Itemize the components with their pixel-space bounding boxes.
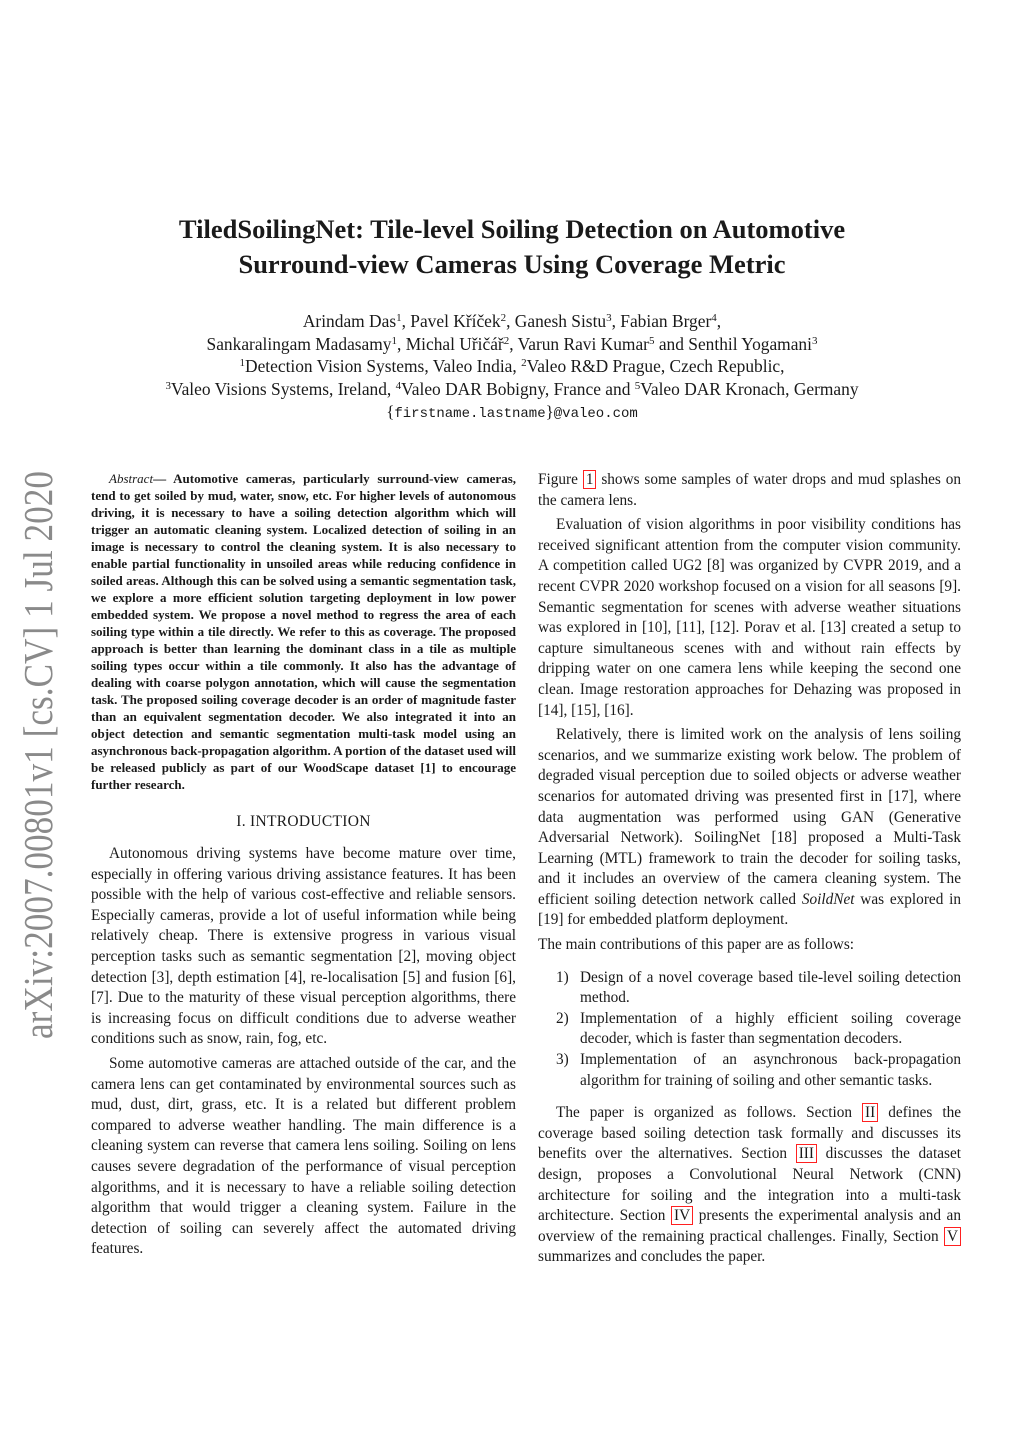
intro-paragraph-1: Autonomous driving systems have become mature over time, especially in offering various driving assistance features. It has been possible with the help of various cost-effective and reliable sensors. Especially cameras, provide a lot of useful information while being relatively cheap. There is extensive progress in various visual perception tasks such as semantic segmentation [2], moving object detection [3], depth estimation [4], re-localisation [5] and fusion [6], [7]. Due to the maturity of these visual perception algorithms, there is increasing focus on difficult conditions due to adverse weather conditions such as snow, rain, fog, etc.	[91, 845, 516, 1048]
list-item: 2) Implementation of a highly efficient soiling coverage decoder, which is faster than segmentation decoders.	[556, 1009, 961, 1048]
author-line-2: Sankaralingam Madasamy$^1$, Michal Uřičář$^2$, Varun Ravi Kumar$^5$ and Senthil Yogamani$^3$	[206, 333, 818, 354]
arxiv-identifier	[6, 470, 66, 1040]
abstract	[91, 470, 516, 793]
contributions-intro: The main contributions of this paper are as follows:	[538, 936, 855, 954]
section-5-link[interactable]: V	[944, 1227, 961, 1246]
paper-title-line-1: TiledSoilingNet: Tile-level Soiling Detection on Automotive	[178, 214, 846, 244]
list-item: 1) Design of a novel coverage based tile-level soiling detection method.	[556, 968, 961, 1007]
section-3-link[interactable]: III	[796, 1144, 817, 1163]
contributions-list	[538, 968, 961, 1092]
left-column	[91, 470, 516, 1264]
author-block	[60, 310, 964, 426]
figure-reference-paragraph: Figure 1 shows some samples of water drops and mud splashes on the camera lens.	[538, 471, 962, 509]
soildnet-term: SoildNet	[801, 890, 855, 908]
paper-organization-paragraph: The paper is organized as follows. Section II defines the coverage based soiling detection task formally and discusses its benefits over the alternatives. Section III discusses the dataset design, proposes a Convolutional Neural Network (CNN) architecture for soiling and the integration into a multi-task architecture. Section IV presents the experimental analysis and an overview of the remaining practical challenges. Finally, Section V summarizes and concludes the paper.	[538, 1104, 962, 1266]
author-email: {firstname.lastname}@valeo.com	[386, 402, 638, 422]
related-work-paragraph-2: Relatively, there is limited work on the analysis of lens soiling scenarios, and we summarize existing work below. The problem of degraded visual perception due to soiled objects or adverse weather scenarios for automated driving was presented first in [17], where data augmentation was performed using GAN (Generative Adversarial Network). SoilingNet [18] proposed a Multi-Task Learning (MTL) framework to train the decoder for soiling tasks, and it includes an overview of the camera cleaning system. The efficient soiling detection network called SoildNet was explored in [19] for embedded platform deployment.	[538, 726, 962, 929]
author-line-1: Arindam Das$^1$, Pavel Kříček$^2$, Ganesh Sistu$^3$, Fabian Brger$^4$,	[302, 311, 722, 331]
list-item: 3) Implementation of an asynchronous back-propagation algorithm for training of soiling and other semantic tasks.	[556, 1051, 961, 1089]
section-4-link[interactable]: IV	[671, 1206, 693, 1225]
section-2-link[interactable]: II	[862, 1103, 878, 1122]
figure-1-link[interactable]: 1	[583, 470, 597, 489]
paper-title	[60, 212, 964, 282]
affiliation-line-1: $^1$Detection Vision Systems, Valeo India, $^2$Valeo R&D Prague, Czech Republic,	[239, 356, 785, 376]
section-heading-introduction: I. INTRODUCTION	[236, 813, 371, 830]
paper-title-line-2: Surround-view Cameras Using Coverage Metric	[238, 249, 786, 279]
intro-paragraph-2: Some automotive cameras are attached outside of the car, and the camera lens can get contaminated by environmental sources such as mud, dust, dirt, grass, etc. It is a related but different problem compared to adverse weather handling. The main difference is a cleaning system can reverse that camera lens soiling. Soiling on lens causes severe degradation of the performance of visual perception algorithms, and it is necessary to have a reliable soiling detection algorithm that would trigger a cleaning system. Failure in the detection of soiling can severely affect the automated driving features.	[91, 1054, 516, 1258]
right-column	[538, 470, 961, 1272]
abstract-text: — Automotive cameras, particularly surround-view cameras, tend to get soiled by mud, water, snow, etc. For higher levels of autonomous driving, it is necessary to have a soiling detection algorithm which will trigger an automatic cleaning system. Localized detection of soiling in an image is necessary to control the cleaning system. It is also necessary to enable partial functionality in unsoiled areas while reducing confidence in soiled areas. Although this can be solved using a semantic segmentation task, we explore a more efficient solution targeting deployment in low power embedded system. We propose a novel method to regress the area of each soiling type within a tile directly. We refer to this as coverage. The proposed approach is better than learning the dominant class in a tile as multiple soiling types occur within a tile commonly. It also has the advantage of dealing with coarse polygon annotation, which will cause the segmentation task. The proposed soiling coverage decoder is an order of magnitude faster than an equivalent segmentation decoder. We also integrated it into an object detection and semantic segmentation multi-task model using an asynchronous back-propagation algorithm. A portion of the dataset used will be released publicly as part of our WoodScape dataset [1] to encourage further research.	[91, 471, 516, 792]
related-work-paragraph-1: Evaluation of vision algorithms in poor visibility conditions has received significant attention from the computer vision community. A competition called UG2 [8] was organized by CVPR 2019, and a recent CVPR 2020 workshop focused on a vision for all seasons [9]. Semantic segmentation for scenes with adverse weather situations was explored in [10], [11], [12]. Porav et al. [13] created a setup to capture simultaneous scenes with and without rain effects by dripping water on one camera lens while keeping the second one clean. Image restoration approaches for Dehazing was proposed in [14], [15], [16].	[538, 516, 961, 719]
abstract-label: Abstract	[109, 471, 154, 486]
affiliation-line-2: $^3$Valeo Visions Systems, Ireland, $^4$Valeo DAR Bobigny, France and $^5$Valeo DAR Kronach, Germany	[165, 378, 859, 399]
arxiv-identifier-text: arXiv:2007.00801v1 [cs.CV] 1 Jul 2020	[15, 470, 61, 1039]
